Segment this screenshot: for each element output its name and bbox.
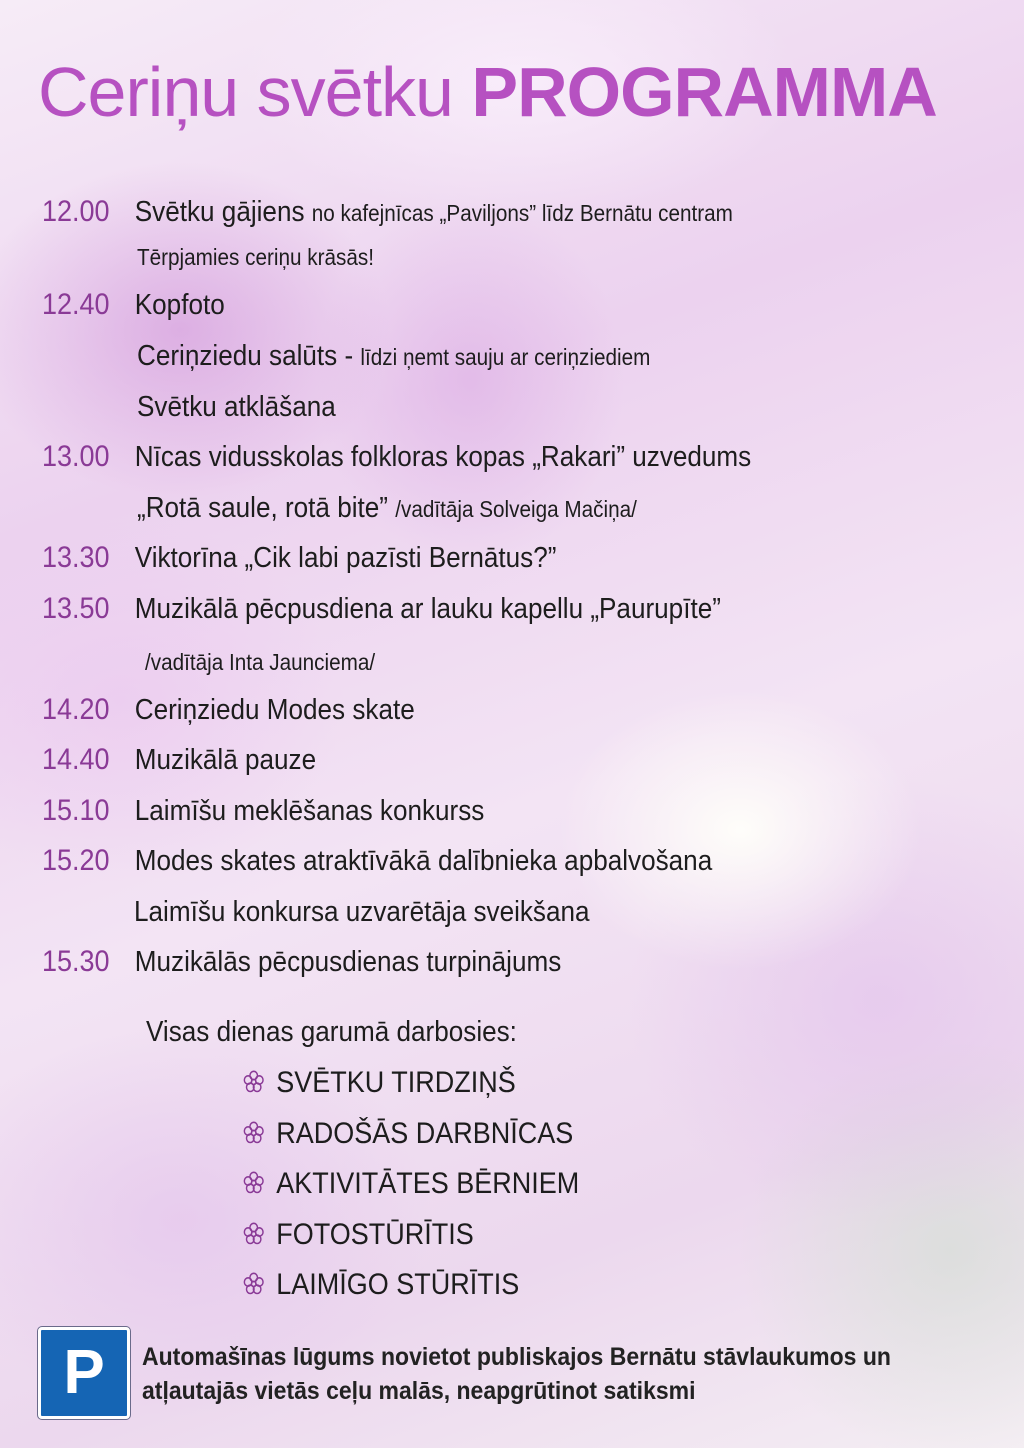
schedule-time: 14.20 <box>42 693 110 726</box>
schedule-row <box>42 844 712 878</box>
all-day-item-label: SVĒTKU TIRDZIŅŠ <box>276 1066 516 1099</box>
schedule-row <box>42 195 733 230</box>
schedule-time: 12.00 <box>42 195 110 228</box>
schedule-time: 15.20 <box>42 844 110 877</box>
all-day-item-label: LAIMĪGO STŪRĪTIS <box>276 1268 520 1301</box>
schedule-row <box>137 240 374 274</box>
flower-icon <box>242 1170 265 1196</box>
all-day-item-label: AKTIVITĀTES BĒRNIEM <box>276 1167 580 1200</box>
flower-icon <box>242 1221 265 1247</box>
flower-icon <box>242 1120 265 1146</box>
schedule-row <box>137 491 637 526</box>
schedule-text: Viktorīna „Cik labi pazīsti Bernātus?” <box>134 542 557 574</box>
all-day-item <box>242 1066 516 1100</box>
schedule-row <box>42 288 225 322</box>
schedule-text: Svētku gājiens <box>134 196 305 228</box>
schedule-text: Svētku atklāšana <box>137 391 336 423</box>
schedule-row <box>137 339 650 374</box>
schedule-time: 12.40 <box>42 288 110 321</box>
schedule-time: 13.30 <box>42 541 110 574</box>
schedule-text: Laimīšu meklēšanas konkurss <box>134 795 485 827</box>
all-day-item <box>242 1117 573 1151</box>
schedule-text: Muzikālā pauze <box>134 744 317 776</box>
schedule-note: /vadītāja Solveiga Mačiņa/ <box>395 496 637 522</box>
schedule-text: Tērpjamies ceriņu krāsās! <box>137 244 374 270</box>
schedule-text: Muzikālā pēcpusdiena ar lauku kapellu „Paurupīte” <box>134 593 721 625</box>
schedule-time: 15.10 <box>42 794 110 827</box>
schedule-text: /vadītāja Inta Jaunciema/ <box>145 649 376 675</box>
schedule-text: Muzikālās pēcpusdienas turpinājums <box>134 946 562 978</box>
schedule-text: Nīcas vidusskolas folkloras kopas „Rakari” uzvedums <box>134 441 752 473</box>
parking-note <box>142 1340 896 1408</box>
schedule-row <box>42 794 484 828</box>
schedule-note: līdzi ņemt sauju ar ceriņziediem <box>360 344 651 370</box>
all-day-item-label: FOTOSTŪRĪTIS <box>276 1218 474 1251</box>
schedule-row <box>42 945 561 979</box>
schedule-row <box>42 592 721 626</box>
parking-sign-icon: P <box>38 1327 130 1419</box>
schedule-text: Modes skates atraktīvākā dalībnieka apbalvošana <box>134 845 713 877</box>
title-normal: Ceriņu svētku <box>38 53 472 131</box>
schedule-text: Kopfoto <box>134 289 225 321</box>
schedule-text: „Rotā saule, rotā bite” <box>137 492 388 524</box>
schedule-row <box>42 440 751 474</box>
parking-note-line: atļautajās vietās ceļu malās, neapgrūtinot satiksmi <box>142 1377 696 1405</box>
schedule-text: Ceriņziedu Modes skate <box>134 694 415 726</box>
parking-note-line: Automašīnas lūgums novietot publiskajos Bernātu stāvlaukumos un <box>142 1343 891 1371</box>
schedule-row <box>42 541 556 575</box>
all-day-item <box>242 1218 474 1252</box>
schedule-time: 15.30 <box>42 945 110 978</box>
page-title <box>38 52 937 132</box>
schedule-text: Laimīšu konkursa uzvarētāja sveikšana <box>134 896 590 928</box>
all-day-item-label: RADOŠĀS DARBNĪCAS <box>276 1117 574 1150</box>
schedule-row <box>145 645 375 679</box>
schedule-row <box>134 895 590 929</box>
schedule-row <box>42 743 316 777</box>
schedule-row <box>42 693 415 727</box>
flower-icon <box>242 1069 265 1095</box>
flower-icon <box>242 1271 265 1297</box>
schedule-time: 13.50 <box>42 592 110 625</box>
schedule-text: Ceriņziedu salūts - <box>137 340 354 372</box>
schedule-row <box>137 390 336 424</box>
title-bold: PROGRAMMA <box>471 53 937 131</box>
schedule-note: no kafejnīcas „Paviljons” līdz Bernātu centram <box>311 200 733 226</box>
schedule-time: 13.00 <box>42 440 110 473</box>
all-day-item <box>242 1268 519 1302</box>
all-day-heading: Visas dienas garumā darbosies: <box>146 1016 517 1048</box>
schedule-time: 14.40 <box>42 743 110 776</box>
all-day-item <box>242 1167 579 1201</box>
